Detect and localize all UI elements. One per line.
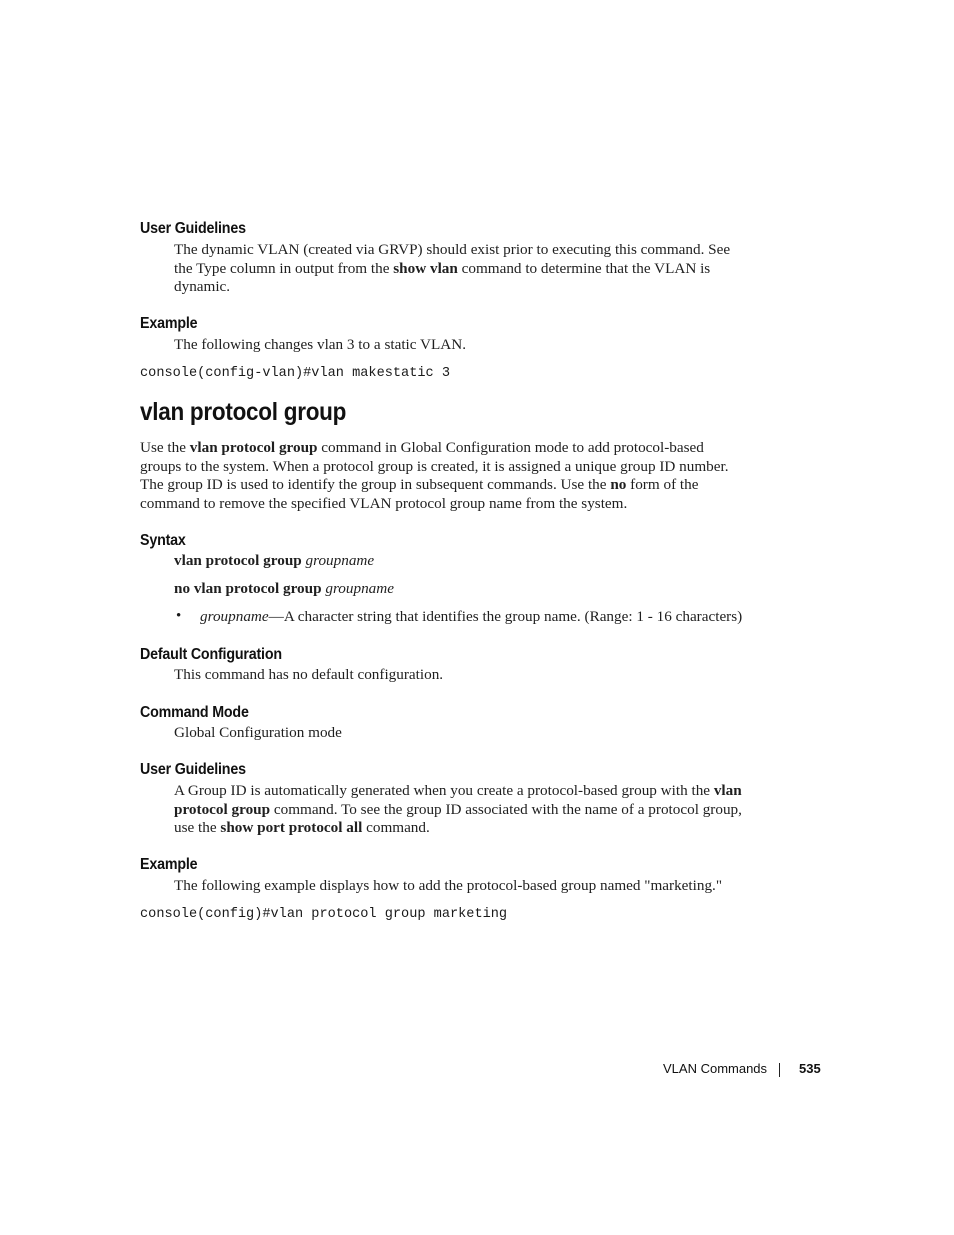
page-number: 535 [799,1061,821,1076]
syntax-argument: groupname [305,552,375,569]
paragraph-line: command to remove the specified VLAN protocol group name from the system. [140,495,628,513]
text-run: form of the [626,476,699,494]
text-run: A Group ID is automatically generated when you create a protocol-based group with the [174,782,714,799]
user-guidelines-heading: User Guidelines [140,220,246,237]
command-title: vlan protocol group [140,398,347,426]
syntax-line-1 [174,552,764,571]
bullet-marker: • [176,608,182,624]
text-run: the Type column in output from the [174,259,394,277]
user-guidelines-heading: User Guidelines [140,761,246,778]
paragraph-line [174,782,764,801]
paragraph-line: dynamic. [174,278,231,296]
user-guidelines-paragraph [174,241,764,297]
command-mode-heading: Command Mode [140,704,249,721]
syntax-heading: Syntax [140,532,186,549]
text-run: command. To see the group ID associated with the name of a protocol group, [270,800,742,818]
example-description: The following changes vlan 3 to a static VLAN. [174,336,467,353]
command-ref: no [610,476,627,494]
example-description: The following example displays how to add the protocol-based group named "marketing." [174,877,723,894]
command-ref: show port protocol all [220,819,363,837]
command-mode-text: Global Configuration mode [174,724,342,741]
example-code: console(config-vlan)#vlan makestatic 3 [140,366,450,381]
command-ref: show vlan [393,259,458,277]
paragraph-line: groups to the system. When a protocol group is created, it is assigned a unique group ID number. [140,457,729,475]
syntax-command: no vlan protocol group [174,580,322,597]
paragraph-line [140,439,764,458]
parameter-text: —A character string that identifies the group name. (Range: 1 - 16 characters) [268,608,743,625]
command-ref: vlan [713,782,742,799]
text-run: Use the [140,439,190,456]
text-run: The group ID is used to identify the group in subsequent commands. Use the [140,476,611,494]
user-guidelines-paragraph [174,782,764,838]
parameter-term: groupname [200,608,269,625]
paragraph-line [174,260,764,279]
example-code: console(config)#vlan protocol group marketing [140,907,508,922]
syntax-line-2 [174,580,764,599]
parameter-description [200,608,770,627]
paragraph-line: The dynamic VLAN (created via GRVP) should exist prior to executing this command. See [174,241,731,258]
text-run: command in Global Configuration mode to add protocol-based [317,439,704,456]
command-ref: vlan protocol group [189,439,318,456]
footer-section-name: VLAN Commands [663,1061,768,1076]
syntax-argument: groupname [325,580,394,597]
default-configuration-heading: Default Configuration [140,646,282,663]
paragraph-line [140,476,764,495]
paragraph-line [174,819,764,838]
example-heading: Example [140,856,198,873]
text-run: command. [362,819,430,837]
syntax-command: vlan protocol group [174,552,302,569]
default-configuration-text: This command has no default configuration. [174,666,444,683]
example-heading: Example [140,315,198,332]
text-run: command to determine that the VLAN is [457,259,711,277]
paragraph-line [174,801,764,820]
footer-divider [779,1063,780,1077]
command-intro [140,439,764,514]
text-run: use the [174,819,221,837]
command-ref: protocol group [174,800,271,818]
